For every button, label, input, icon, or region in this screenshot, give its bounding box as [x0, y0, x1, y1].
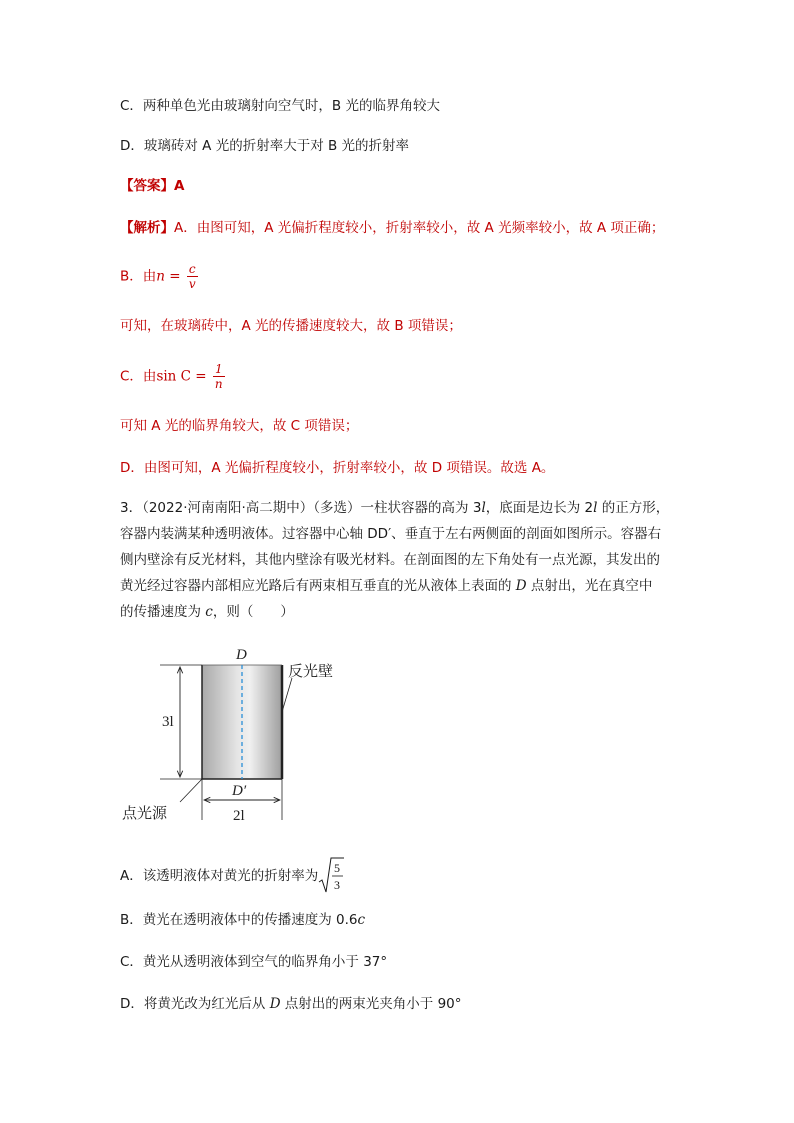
option-b: [120, 910, 365, 930]
formula-c-lhs: sin C: [156, 368, 191, 385]
question-line-5b: ，则（ ）: [212, 604, 294, 620]
answer-label: 【答案】: [120, 178, 174, 194]
question-line-4a: 黄光经过容器内部相应光路后有两束相互垂直的光从液体上表面的: [120, 578, 516, 594]
formula-b-num: c: [188, 262, 196, 276]
question-line-5a: 的传播速度为: [120, 604, 206, 620]
formula-b-lhs: n: [156, 268, 165, 285]
label-height: 3l: [162, 714, 174, 730]
sqrt-sign-icon: [318, 856, 344, 896]
analysis-a-text: A．由图可知，A 光偏折程度较小，折射率较小，故 A 光频率较小，故 A 项正确；: [174, 220, 665, 236]
option-b-var: c: [357, 912, 366, 928]
question-var-l2: l: [593, 500, 598, 516]
formula-b-eq: =: [164, 268, 185, 285]
label-point-source: 点光源: [122, 805, 168, 822]
option-d-text-a: D．将黄光改为红光后从: [120, 996, 270, 1012]
label-width: 2l: [233, 808, 245, 824]
container-diagram: [110, 640, 370, 830]
analysis-c: [120, 362, 227, 391]
question-var-d: D: [515, 578, 527, 594]
question-var-l1: l: [481, 500, 486, 516]
formula-c-num: 1: [214, 362, 223, 376]
formula-b-den: v: [188, 277, 196, 291]
label-reflective-wall: 反光壁: [288, 663, 334, 680]
formula-c-fraction: [213, 362, 225, 391]
sqrt-num: 5: [334, 861, 341, 875]
analysis-b-prefix: B．由: [120, 268, 157, 285]
analysis-b2: 可知，在玻璃砖中，A 光的传播速度较大，故 B 项错误；: [120, 318, 462, 334]
option-a: [120, 856, 344, 896]
analysis-b: [120, 262, 200, 291]
analysis-c-prefix: C．由: [120, 368, 157, 385]
formula-c-eq: =: [191, 368, 211, 385]
option-c: C．黄光从透明液体到空气的临界角小于 37°: [120, 954, 388, 970]
source-leader-line: [180, 779, 202, 802]
sqrt-den: 3: [334, 878, 341, 892]
question-number: 3．: [120, 500, 143, 516]
option-d-var: D: [269, 996, 281, 1012]
analysis-label: 【解析】: [120, 220, 174, 236]
analysis-a: [120, 218, 664, 238]
question-line-4: [120, 576, 652, 596]
question-line-1: [120, 498, 669, 518]
question-line-5: [120, 602, 294, 622]
option-d: [120, 994, 462, 1014]
label-top-d: D: [236, 647, 247, 663]
option-b-text: B．黄光在透明液体中的传播速度为 0.6: [120, 912, 358, 928]
option-c-prev: C．两种单色光由玻璃射向空气时，B 光的临界角较大: [120, 98, 440, 114]
option-d-prev: D．玻璃砖对 A 光的折射率大于对 B 光的折射率: [120, 138, 410, 154]
option-d-text-b: 点射出的两束光夹角小于 90°: [280, 996, 462, 1012]
question-line-3: 侧内壁涂有反光材料，其他内壁涂有吸光材料。在剖面图的左下角处有一点光源，其发出的: [120, 552, 660, 568]
question-text-1b: ，底面是边长为 2: [485, 500, 594, 516]
question-line-4b: 点射出，光在真空中: [526, 578, 653, 594]
wall-leader-line: [282, 678, 292, 712]
question-line-2: 容器内装满某种透明液体。过容器中心轴 DD′、垂直于左右两侧面的剖面如图所示。容器右: [120, 526, 662, 542]
analysis-d: D．由图可知，A 光偏折程度较小，折射率较小，故 D 项错误。故选 A。: [120, 460, 555, 476]
question-text-1: 一柱状容器的高为 3: [360, 500, 482, 516]
analysis-c2: 可知 A 光的临界角较大，故 C 项错误；: [120, 418, 359, 434]
question-var-c: c: [205, 604, 213, 620]
answer-line: [120, 176, 184, 196]
label-bottom-d: D′: [232, 783, 247, 799]
question-source: （2022·河南南阳·高二期中）（多选）: [142, 500, 361, 516]
formula-c-den: n: [214, 377, 223, 391]
option-a-sqrt: [318, 856, 344, 896]
answer-value: A: [174, 178, 185, 194]
option-a-text: A．该透明液体对黄光的折射率为: [120, 868, 319, 884]
formula-b-fraction: [187, 262, 198, 291]
question-text-1c: 的正方形，: [597, 500, 670, 516]
